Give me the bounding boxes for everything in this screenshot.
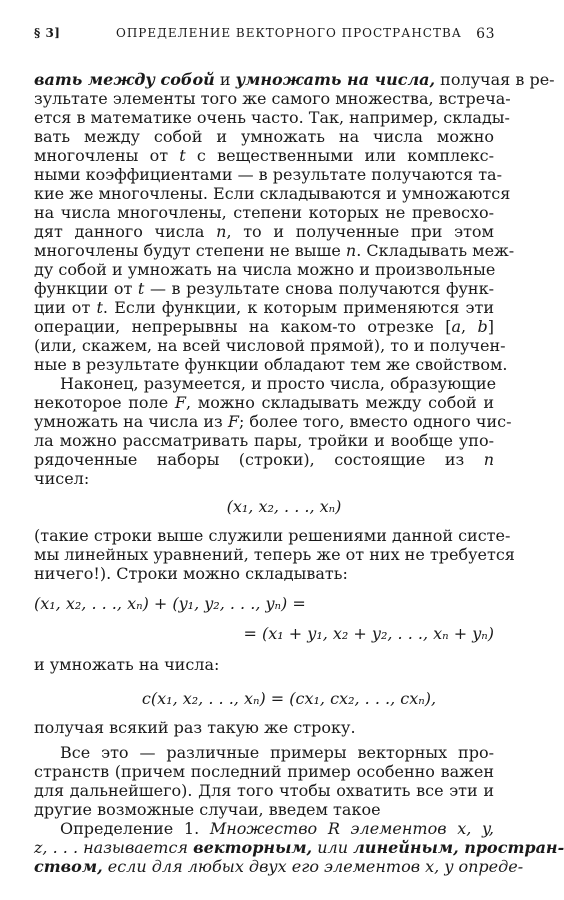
formula-tuple: (x₁, x₂, . . ., xₙ) [226,497,342,516]
text-line [34,336,506,355]
text-span: . Если функции, к которым применяются эти [102,298,494,317]
text-span: чисел: [34,469,90,488]
text-span: ; более того, вместо одного чис- [238,412,512,431]
text-line [34,838,564,857]
text-line [34,450,494,469]
text-span: Множество R элементов x, y, [209,819,494,838]
text-line [34,431,494,450]
text-line [34,184,511,203]
text-line [34,469,494,488]
text-span: F [174,393,186,412]
text-line [34,564,494,583]
text-span: Определение 1. [60,819,210,838]
text-line [34,222,494,241]
text-span: n [216,222,227,241]
text-line [34,762,494,781]
text-span: t [96,298,103,317]
text-span: , [461,317,478,336]
text-span: с вещественными или комплекс- [185,146,494,165]
formula-addition-right: = (x₁ + y₁, x₂ + y₂, . . ., xₙ + yₙ) [243,624,494,643]
text-line [34,526,511,545]
text-span: ется в математике очень часто. Так, например, склады- [34,108,510,127]
text-line [34,146,494,165]
formula-addition-left: (x₁, x₂, . . ., xₙ) + (y₁, y₂, . . ., yₙ) = [34,594,306,613]
text-line [34,260,494,279]
text-span: , то и полученные при этом [226,222,495,241]
text-span: (такие строки выше служили решениями данной систе- [34,526,511,545]
text-span: для дальнейшего). Для того чтобы охватить все эти и [34,781,494,800]
text-span: . Складывать меж- [356,241,515,260]
text-line [34,355,508,374]
text-line [34,800,494,819]
text-line [34,203,494,222]
text-span: ничего!). Строки можно складывать: [34,564,348,583]
text-span: F [227,412,239,431]
text-span: n [483,450,494,469]
text-span: t [179,146,186,165]
text-span: или [312,838,354,857]
text-span: a [451,317,462,336]
text-span: ла можно рассматривать пары, тройки и вообще упо- [34,431,494,450]
definition-1 [34,819,564,876]
text-span: линейным, простран- [353,838,564,857]
text-span: ] [487,317,494,336]
text-span: умножать на числа из [34,412,228,431]
text-span: если для любых двух его элементов x, y опреде- [102,857,524,876]
paragraph-same-row: получая всякий раз такую же строку. [34,718,356,737]
text-span: зультате элементы того же самого множества, встреча- [34,89,511,108]
text-span: странств (причем последний пример особенно важен [34,762,494,781]
text-line [34,393,494,412]
text-line [34,241,515,260]
text-span: (или, скажем, на всей числовой прямой), то и получен- [34,336,506,355]
text-span: дят данного числа [34,222,217,241]
running-title: ОПРЕДЕЛЕНИЕ ВЕКТОРНОГО ПРОСТРАНСТВА [116,26,462,40]
section-number: § 3] [34,26,61,40]
text-span: Все это — различные примеры векторных про- [60,743,494,762]
text-line [34,108,510,127]
text-span: получая в ре- [435,70,555,89]
text-line [34,165,502,184]
text-span: z, . . . называется [34,838,194,857]
text-span: ции от [34,298,97,317]
text-span: мы линейных уравнений, теперь же от них не требуется [34,545,515,564]
text-line [34,743,494,762]
text-line [34,412,512,431]
text-span: на числа многочлены, степени которых не превосхо- [34,203,494,222]
paragraph-multiply-intro: и умножать на числа: [34,655,220,674]
text-line [34,819,494,838]
text-span: рядоченные наборы (строки), состоящие из [34,450,484,469]
text-span: ные в результате функции обладают тем же свойством. [34,355,508,374]
text-span: векторным, [193,838,313,857]
text-span: ством, [34,857,103,876]
formula-scalar-multiplication: c(x₁, x₂, . . ., xₙ) = (cx₁, cx₂, . . ., cxₙ), [141,689,437,708]
text-line [34,70,555,89]
text-span: b [477,317,488,336]
text-span: и [214,70,236,89]
paragraph-tuple-remark [34,526,515,583]
text-line [34,127,494,146]
text-span: — в результате снова получаются функ- [144,279,495,298]
text-span: , можно складывать между собой и [185,393,494,412]
text-span: функции от [34,279,138,298]
text-span: некоторое поле [34,393,175,412]
text-span: вать между собой и умножать на числа можно [34,127,494,146]
text-span: другие возможные случаи, введем такое [34,800,381,819]
text-line [34,317,494,336]
text-span: вать между собой [34,70,215,89]
text-span: многочлены от [34,146,180,165]
text-span: операции, непрерывны на каком-то отрезке [ [34,317,452,336]
text-span: t [137,279,145,298]
text-line [34,781,494,800]
text-span: ными коэффициентами — в результате получаются та- [34,165,502,184]
text-line [34,374,497,393]
text-span: ду собой и умножать на числа можно и произвольные [34,260,496,279]
text-span: Наконец, разумеется, и просто числа, образующие [60,374,497,393]
text-span: многочлены будут степени не выше [34,241,346,260]
text-line [34,545,515,564]
text-line [34,89,511,108]
text-line [34,298,494,317]
text-span: n [345,241,357,260]
page-number: 63 [476,26,495,42]
text-line [34,857,524,876]
text-line [34,279,494,298]
running-header [34,24,495,44]
text-span: кие же многочлены. Если складываются и умножаются [34,184,511,203]
page-body [34,70,564,876]
paragraph-vector-examples [34,70,555,374]
text-span: умножать на числа, [235,70,436,89]
paragraph-vector-spaces [34,743,494,819]
paragraph-number-tuples [34,374,512,488]
